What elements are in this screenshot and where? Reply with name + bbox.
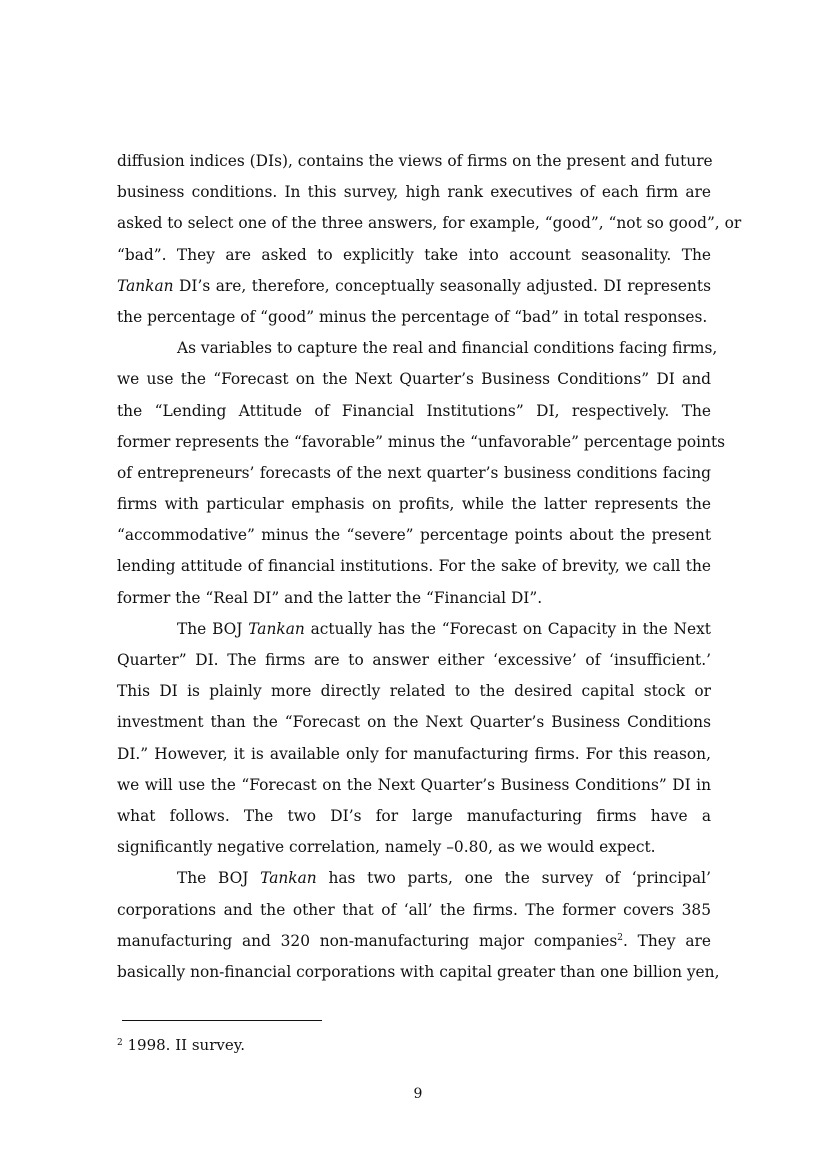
footnote: [117, 1036, 245, 1054]
text-line: “bad”. They are asked to explicitly take into account seasonality. The: [117, 245, 711, 264]
text-line: “accommodative” minus the “severe” percentage points about the present: [117, 526, 711, 545]
text-line: the “Lending Attitude of Financial Institutions” DI, respectively. The: [117, 401, 711, 420]
text-line: former the “Real DI” and the latter the “Financial DI”.: [117, 588, 543, 607]
text-line: investment than the “Forecast on the Next Quarter’s Business Conditions: [117, 713, 711, 732]
text-line: The BOJ Tankan has two parts, one the survey of ‘principal’: [177, 869, 711, 888]
text-line: what follows. The two DI’s for large manufacturing firms have a: [117, 806, 711, 825]
text-line: lending attitude of financial institutions. For the sake of brevity, we call the: [117, 557, 711, 576]
text-line: As variables to capture the real and financial conditions facing firms,: [177, 339, 718, 358]
page-number: 9: [413, 1086, 423, 1102]
text-line: business conditions. In this survey, high rank executives of each firm are: [117, 183, 711, 202]
text-line: significantly negative correlation, namely –0.80, as we would expect.: [117, 838, 656, 857]
text-line: of entrepreneurs’ forecasts of the next quarter’s business conditions facing: [117, 463, 711, 482]
text-line: asked to select one of the three answers, for example, “good”, “not so good”, or: [117, 214, 742, 233]
text-line: we use the “Forecast on the Next Quarter’s Business Conditions” DI and: [117, 370, 711, 389]
footnote-rule: [122, 1020, 322, 1021]
text-line: the percentage of “good” minus the percentage of “bad” in total responses.: [117, 307, 708, 326]
text-line: former represents the “favorable” minus the “unfavorable” percentage points: [117, 432, 726, 451]
text-line: diffusion indices (DIs), contains the views of firms on the present and future: [117, 152, 713, 170]
text-line: firms with particular emphasis on profits, while the latter represents the: [117, 495, 711, 514]
text-line: DI.” However, it is available only for manufacturing firms. For this reason,: [117, 744, 711, 763]
text-line: This DI is plainly more directly related to the desired capital stock or: [117, 682, 711, 701]
footnote-ref: 2: [617, 932, 623, 943]
text-line: corporations and the other that of ‘all’ the firms. The former covers 385: [117, 900, 711, 919]
footnote-mark: 2: [117, 1038, 123, 1048]
text-line: The BOJ Tankan actually has the “Forecast on Capacity in the Next: [177, 619, 711, 638]
text-line: basically non-financial corporations with capital greater than one billion yen,: [117, 962, 720, 981]
footnote-text: 1998. II survey.: [122, 1036, 245, 1054]
text-line: Quarter” DI. The firms are to answer either ‘excessive’ of ‘insufficient.’: [117, 651, 711, 669]
text-line: manufacturing and 320 non-manufacturing major companies$^2$. They are: [117, 931, 711, 950]
body-text: [117, 146, 742, 988]
text-line: Tankan DI’s are, therefore, conceptually seasonally adjusted. DI represents: [117, 276, 711, 295]
text-line: we will use the “Forecast on the Next Quarter’s Business Conditions” DI in: [117, 775, 711, 794]
